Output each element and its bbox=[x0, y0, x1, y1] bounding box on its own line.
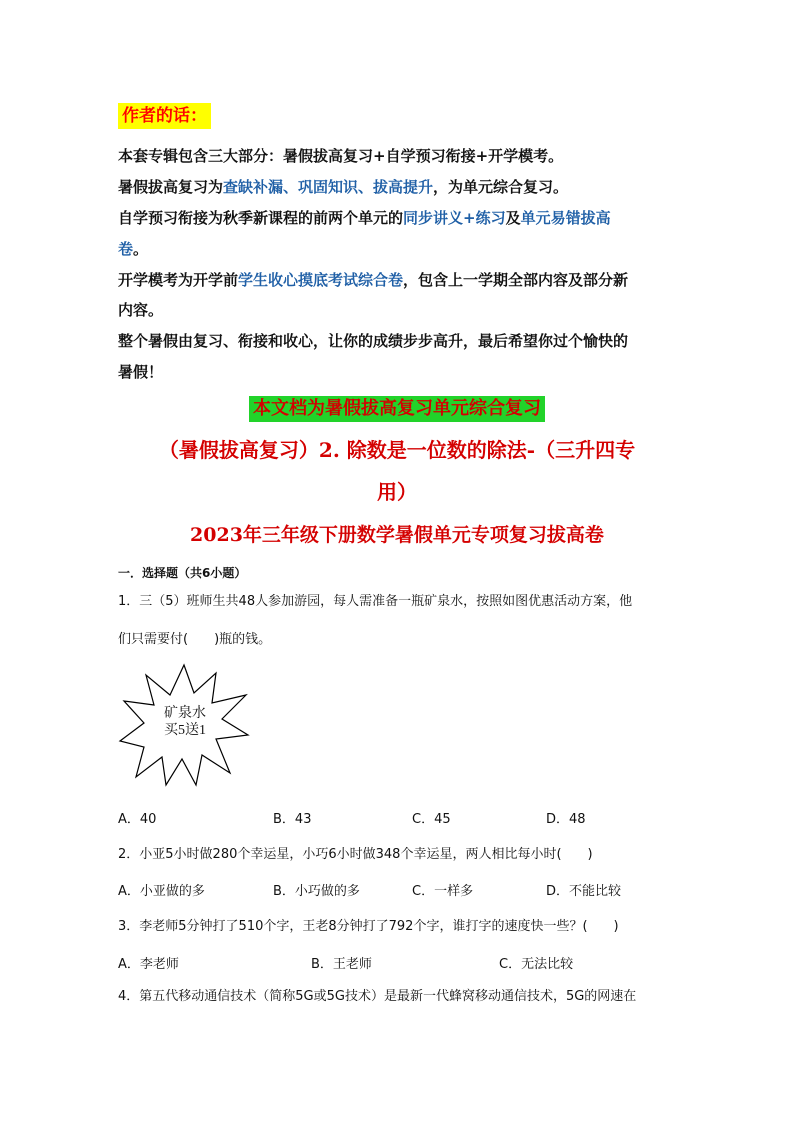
document-banner: 本文档为暑假拔高复习单元综合复习 bbox=[249, 396, 545, 422]
intro-line-5: 整个暑假由复习、衔接和收心，让你的成绩步步高升，最后希望你过个愉快的 bbox=[118, 332, 629, 350]
question-2-option-d[interactable]: D．不能比较 bbox=[546, 884, 622, 899]
question-3-line-1: 3．李老师5分钟打了510个字，王老8分钟打了792个字，谁打字的速度快一些？( ) bbox=[118, 919, 619, 934]
question-1-option-c[interactable]: C．45 bbox=[412, 812, 451, 827]
question-2-option-c[interactable]: C．一样多 bbox=[412, 884, 474, 899]
promo-burst-text: 矿泉水 买5送1 bbox=[164, 706, 206, 738]
section-heading: 一．选择题（共6小题） bbox=[118, 566, 247, 580]
title-line-1: （暑假拔高复习）2. 除数是一位数的除法-（三升四专 bbox=[158, 438, 636, 462]
question-3-options bbox=[118, 955, 678, 975]
intro-line-2: 暑假拔高复习为查缺补漏、巩固知识、拔高提升，为单元综合复习。 bbox=[118, 178, 569, 196]
question-1-option-d[interactable]: D．48 bbox=[546, 812, 586, 827]
intro-line-1: 本套专辑包含三大部分：暑假拔高复习+自学预习衔接+开学模考。 bbox=[118, 147, 564, 165]
question-2-option-b[interactable]: B．小巧做的多 bbox=[273, 884, 360, 899]
question-3-option-a[interactable]: A．李老师 bbox=[118, 957, 179, 972]
intro-line-4b: 内容。 bbox=[118, 301, 164, 319]
question-1-line-1: 1．三（5）班师生共48人参加游园，每人需准备一瓶矿泉水，按照如图优惠活动方案，他 bbox=[118, 594, 633, 609]
question-2-line-1: 2．小亚5小时做280个幸运星，小巧6小时做348个幸运星，两人相比每小时( ) bbox=[118, 847, 593, 862]
question-2-options bbox=[118, 882, 678, 902]
intro-line-5b: 暑假！ bbox=[118, 363, 164, 381]
title-line-2: 用） bbox=[377, 480, 417, 504]
question-3-option-c[interactable]: C．无法比较 bbox=[499, 957, 574, 972]
intro-line-4: 开学模考为开学前学生收心摸底考试综合卷，包含上一学期全部内容及部分新 bbox=[118, 271, 629, 289]
intro-line-3: 自学预习衔接为秋季新课程的前两个单元的同步讲义+练习及单元易错拔高 bbox=[118, 209, 611, 227]
question-3-option-b[interactable]: B．王老师 bbox=[311, 957, 372, 972]
question-1-option-b[interactable]: B．43 bbox=[273, 812, 312, 827]
question-1-option-a[interactable]: A．40 bbox=[118, 812, 157, 827]
question-1-options bbox=[118, 810, 678, 830]
banner-row bbox=[0, 396, 794, 422]
question-4-line-1: 4．第五代移动通信技术（简称5G或5G技术）是最新一代蜂窝移动通信技术，5G的网速在 bbox=[118, 989, 637, 1004]
author-note-label: 作者的话： bbox=[118, 103, 211, 129]
question-2-option-a[interactable]: A．小亚做的多 bbox=[118, 884, 205, 899]
page-subtitle: 2023年三年级下册数学暑假单元专项复习拔高卷 bbox=[190, 524, 604, 546]
intro-line-3b: 卷。 bbox=[118, 240, 149, 258]
question-1-line-2: 们只需要付( )瓶的钱。 bbox=[118, 632, 272, 647]
